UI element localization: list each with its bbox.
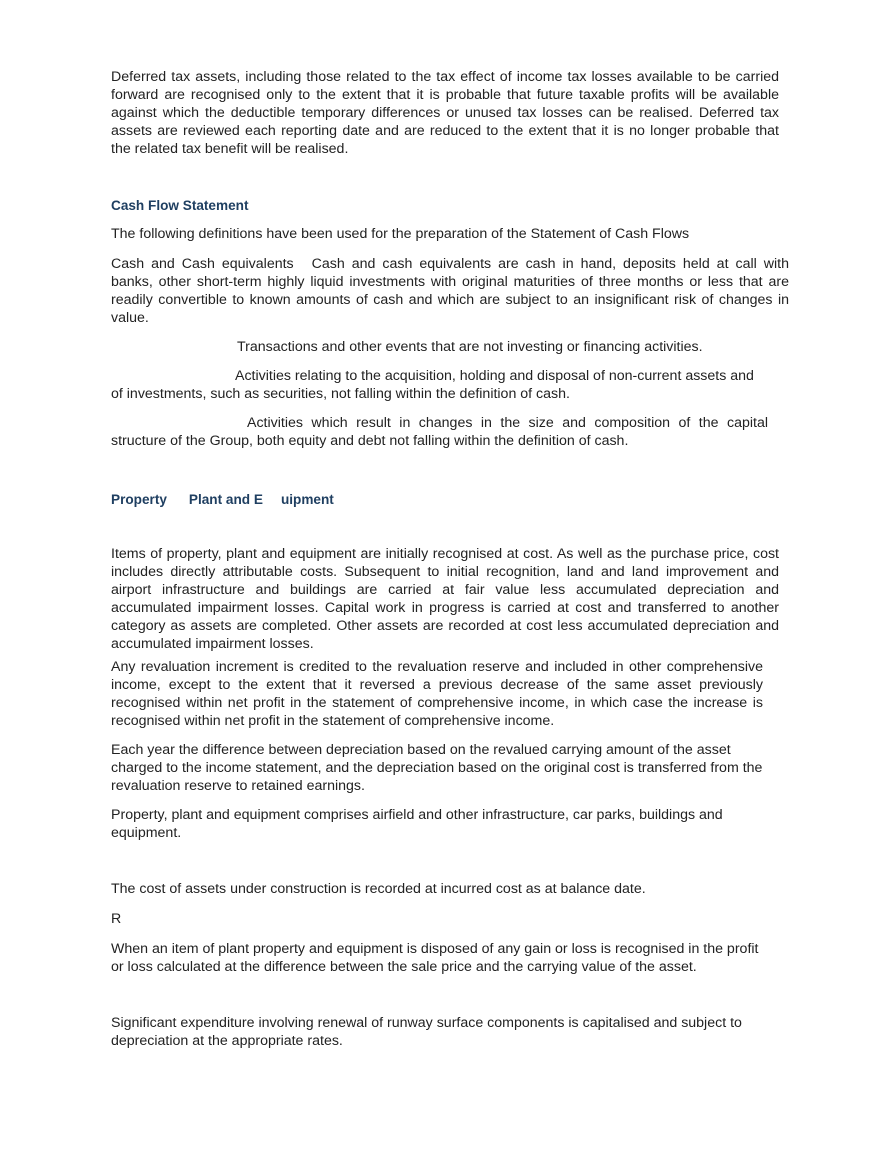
ppe-heading-part1: Property — [111, 492, 167, 507]
financing-activities-definition: Activities which result in changes in the size and composition of the capital structure of the Group, both equity and debt not falling within the definition of cash. — [111, 415, 768, 449]
ppe-heading — [111, 491, 779, 509]
cash-equivalents-term: Cash and Cash equivalents — [111, 256, 294, 272]
cash-flow-heading: Cash Flow Statement — [111, 198, 249, 213]
ppe-paragraph-composition: Property, plant and equipment comprises airfield and other infrastructure, car parks, buildings and equipment. — [111, 807, 723, 841]
cash-equivalents-definition — [111, 256, 789, 328]
operating-activities-definition: Transactions and other events that are not investing or financing activities. — [237, 339, 703, 355]
investing-activities-definition: Activities relating to the acquisition, holding and disposal of non-current assets and of investments, such as securities, not falling within the definition of cash. — [111, 368, 754, 402]
ppe-heading-part3: uipment — [280, 492, 334, 507]
ppe-heading-part2: Plant and E — [188, 492, 263, 507]
ppe-paragraph-disposal: When an item of plant property and equipment is disposed of any gain or loss is recognised in the profit or loss calculated at the difference between the sale price and the carrying value of the asset. — [111, 941, 759, 975]
deferred-tax-paragraph: Deferred tax assets, including those related to the tax effect of income tax losses available to be carried forward are recognised only to the extent that it is probable that future taxable profits will be available against which the deductible temporary differences or unused tax losses can be realised. Deferred tax assets are reviewed each reporting date and are reduced to the extent that it is no longer probable that the related tax benefit will be realised. — [111, 69, 779, 157]
ppe-paragraph-initial-recognition: Items of property, plant and equipment are initially recognised at cost. As well as the purchase price, cost includes directly attributable costs. Subsequent to initial recognition, land and land improvement and airport infrastructure and buildings are carried at fair value less accumulated depreciation and accumulated impairment losses. Capital work in progress is carried at cost and transferred to another category as assets are completed. Other assets are recorded at cost less accumulated depreciation and accumulated impairment losses. — [111, 546, 779, 652]
ppe-paragraph-depreciation-transfer: Each year the difference between depreciation based on the revalued carrying amount of the asset charged to the income statement, and the depreciation based on the original cost is transferred from the revaluation reserve to retained earnings. — [111, 742, 763, 794]
cash-flow-intro: The following definitions have been used for the preparation of the Statement of Cash Flows — [111, 226, 690, 242]
ppe-paragraph-construction-cost: The cost of assets under construction is recorded at incurred cost as at balance date. — [111, 881, 646, 897]
ppe-paragraph-runway-expenditure: Significant expenditure involving renewal of runway surface components is capitalised and subject to depreciation at the appropriate rates. — [111, 1015, 742, 1049]
stray-letter: R — [111, 911, 122, 927]
cash-equivalents-text: Cash and cash equivalents are cash in hand, deposits held at call with banks, other short-term highly liquid investments with original maturities of three months or less that are readily convertible to known amounts of cash and which are subject to an insignificant risk of changes in value. — [111, 256, 790, 326]
ppe-paragraph-revaluation: Any revaluation increment is credited to the revaluation reserve and included in other comprehensive income, except to the extent that it reversed a previous decrease of the same asset previously recognised within net profit in the statement of comprehensive income, in which case the increase is recognised within net profit in the statement of comprehensive income. — [111, 659, 763, 729]
